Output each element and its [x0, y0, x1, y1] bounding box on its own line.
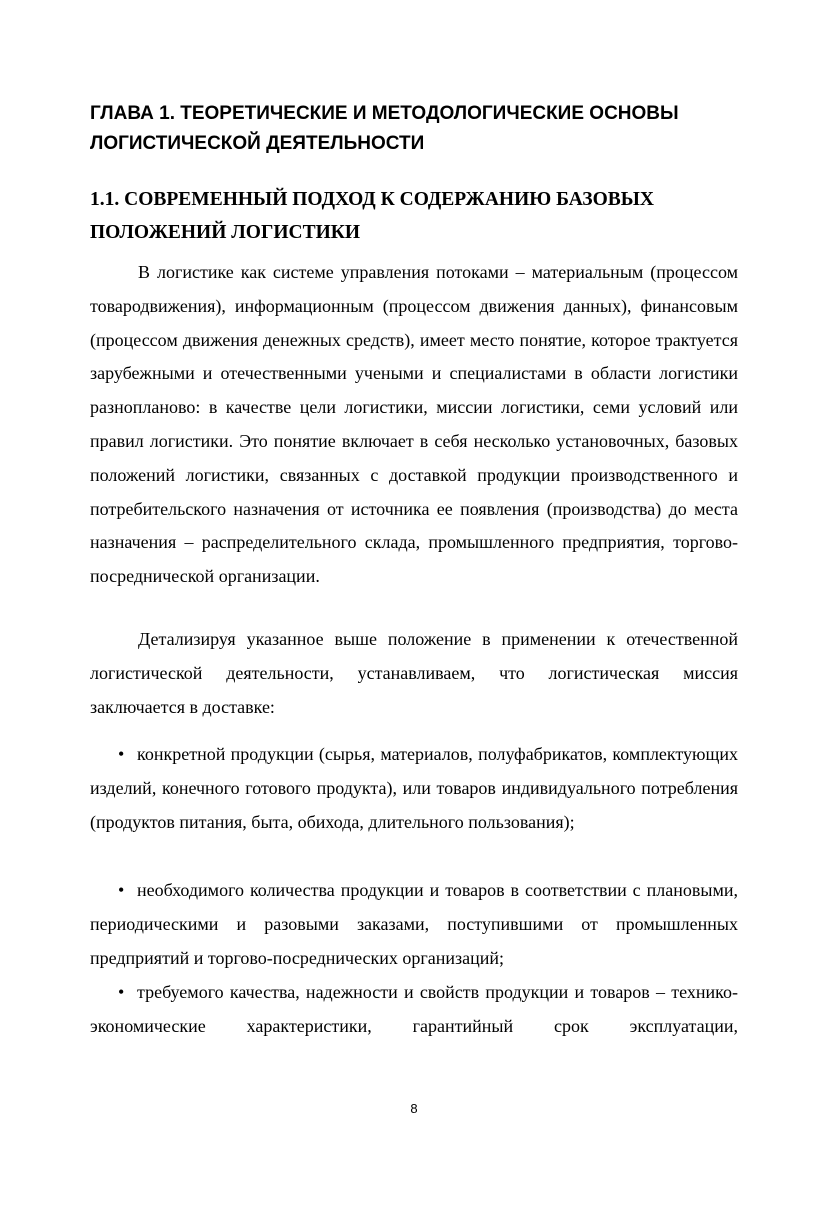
paragraph-intro: В логистике как системе управления потоками – материальным (процессом товародвижения), информационным (процессом движения данных), финансовым (процессом движения денежных средств), имеет место понятие, которое трактуется зарубежными и отечественными учеными и специалистами в области логистики разнопланово: в качестве цели логистики, миссии логистики, семи условий или правил логистики. Это понятие включает в себя несколько установочных, базовых положений логистики, связанных с доставкой продукции производственного и потребительского назначения от источника ее появления (производства) до места назначения – распределительного склада, промышленного предприятия, торгово-посреднической организации.	[90, 262, 738, 587]
chapter-title: ГЛАВА 1. ТЕОРЕТИЧЕСКИЕ И МЕТОДОЛОГИЧЕСКИЕ ОСНОВЫ ЛОГИСТИЧЕСКОЙ ДЕЯТЕЛЬНОСТИ	[90, 103, 679, 154]
paragraph-detail: Детализируя указанное выше положение в применении к отечественной логистической деятельности, устанавливаем, что логистическая миссия заключается в доставке:	[90, 629, 738, 717]
bullet-item-text: конкретной продукции (сырья, материалов, полуфабрикатов, комплектующих изделий, конечного готового продукта), или товаров индивидуального потребления (продуктов питания, быта, обихода, длительного пользования);	[90, 744, 738, 832]
bullet-item-text: необходимого количества продукции и товаров в соответствии с плановыми, периодическими и разовыми заказами, поступившими от промышленных предприятий и торгово-посреднических организаций;	[90, 880, 738, 968]
bullet-item	[90, 738, 738, 839]
bullet-item-text: требуемого качества, надежности и свойств продукции и товаров – технико-экономические характеристики, гарантийный срок эксплуатации,	[90, 982, 738, 1036]
bullet-icon: •	[118, 982, 125, 1002]
bullet-item	[90, 874, 738, 975]
bullet-icon: •	[118, 744, 125, 764]
page-number: 8	[410, 1101, 418, 1116]
bullet-icon: •	[118, 880, 125, 900]
section-title: 1.1. СОВРЕМЕННЫЙ ПОДХОД К СОДЕРЖАНИЮ БАЗОВЫХ ПОЛОЖЕНИЙ ЛОГИСТИКИ	[90, 189, 654, 243]
bullet-item	[90, 976, 738, 1044]
